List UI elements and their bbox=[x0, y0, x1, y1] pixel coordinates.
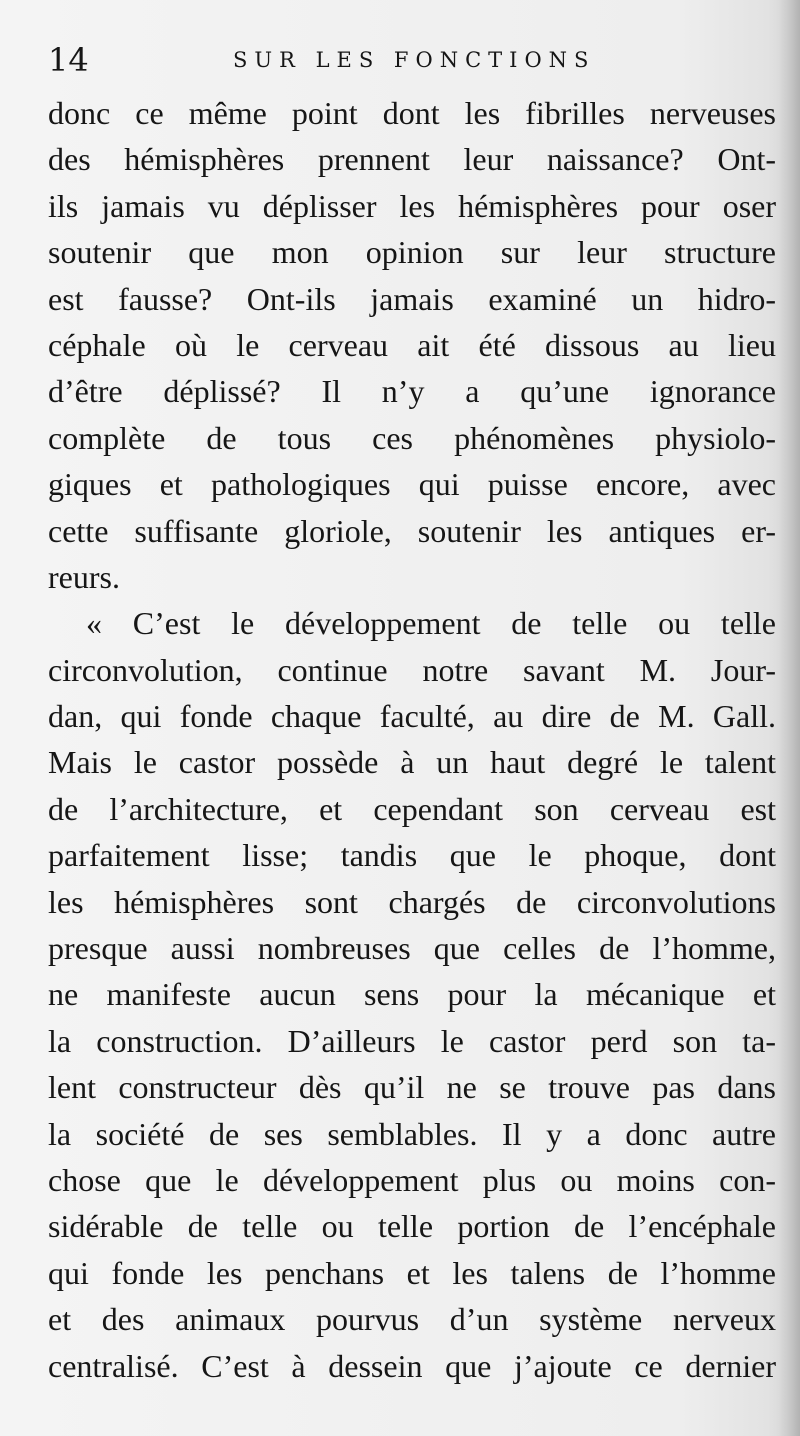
text-line: la construction. D’ailleurs le castor perd son ta- bbox=[48, 1022, 776, 1059]
text-line: ne manifeste aucun sens pour la mécanique et bbox=[48, 976, 776, 1013]
running-head-title: SUR LES FONCTIONS bbox=[233, 48, 596, 72]
running-head bbox=[48, 40, 774, 80]
text-line: lent constructeur dès qu’il ne se trouve pas dans bbox=[48, 1069, 776, 1106]
text-line: d’être déplissé? Il n’y a qu’une ignorance bbox=[48, 373, 776, 410]
text-line: presque aussi nombreuses que celles de l’homme, bbox=[48, 930, 776, 967]
text-line: cette suffisante gloriole, soutenir les antiques er- bbox=[48, 512, 776, 549]
paragraph-start-line: « C’est le développement de telle ou telle bbox=[86, 605, 776, 642]
text-line: céphale où le cerveau ait été dissous au lieu bbox=[48, 326, 776, 363]
text-line: complète de tous ces phénomènes physiolo- bbox=[48, 419, 776, 456]
text-line: donc ce même point dont les fibrilles nerveuses bbox=[48, 95, 776, 131]
text-line: ils jamais vu déplisser les hémisphères pour oser bbox=[48, 187, 776, 224]
body-text bbox=[48, 90, 776, 1389]
page-edge-shadow bbox=[778, 0, 800, 1436]
text-line: soutenir que mon opinion sur leur structure bbox=[48, 234, 776, 271]
text-line: giques et pathologiques qui puisse encore, avec bbox=[48, 466, 776, 503]
text-line: de l’architecture, et cependant son cerveau est bbox=[48, 790, 776, 827]
text-line: les hémisphères sont chargés de circonvolutions bbox=[48, 883, 776, 920]
text-line: sidérable de telle ou telle portion de l’encéphale bbox=[48, 1208, 776, 1245]
text-line: est fausse? Ont-ils jamais examiné un hidro- bbox=[48, 280, 776, 317]
text-line: qui fonde les penchans et les talens de l’homme bbox=[48, 1254, 776, 1291]
text-line: la société de ses semblables. Il y a donc autre bbox=[48, 1115, 776, 1152]
text-line: circonvolution, continue notre savant M. Jour- bbox=[48, 651, 776, 688]
paragraph-end-line: reurs. bbox=[48, 558, 120, 595]
text-line: et des animaux pourvus d’un système nerveux bbox=[48, 1301, 776, 1338]
text-line: chose que le développement plus ou moins con- bbox=[48, 1161, 776, 1198]
text-line: parfaitement lisse; tandis que le phoque, dont bbox=[48, 837, 776, 874]
text-line: centralisé. C’est à dessein que j’ajoute ce dernier bbox=[48, 1347, 776, 1384]
text-line: Mais le castor possède à un haut degré le talent bbox=[48, 744, 776, 781]
text-line: dan, qui fonde chaque faculté, au dire de M. Gall. bbox=[48, 698, 776, 735]
page-number: 14 bbox=[48, 41, 89, 79]
text-line: des hémisphères prennent leur naissance? Ont- bbox=[48, 141, 776, 178]
